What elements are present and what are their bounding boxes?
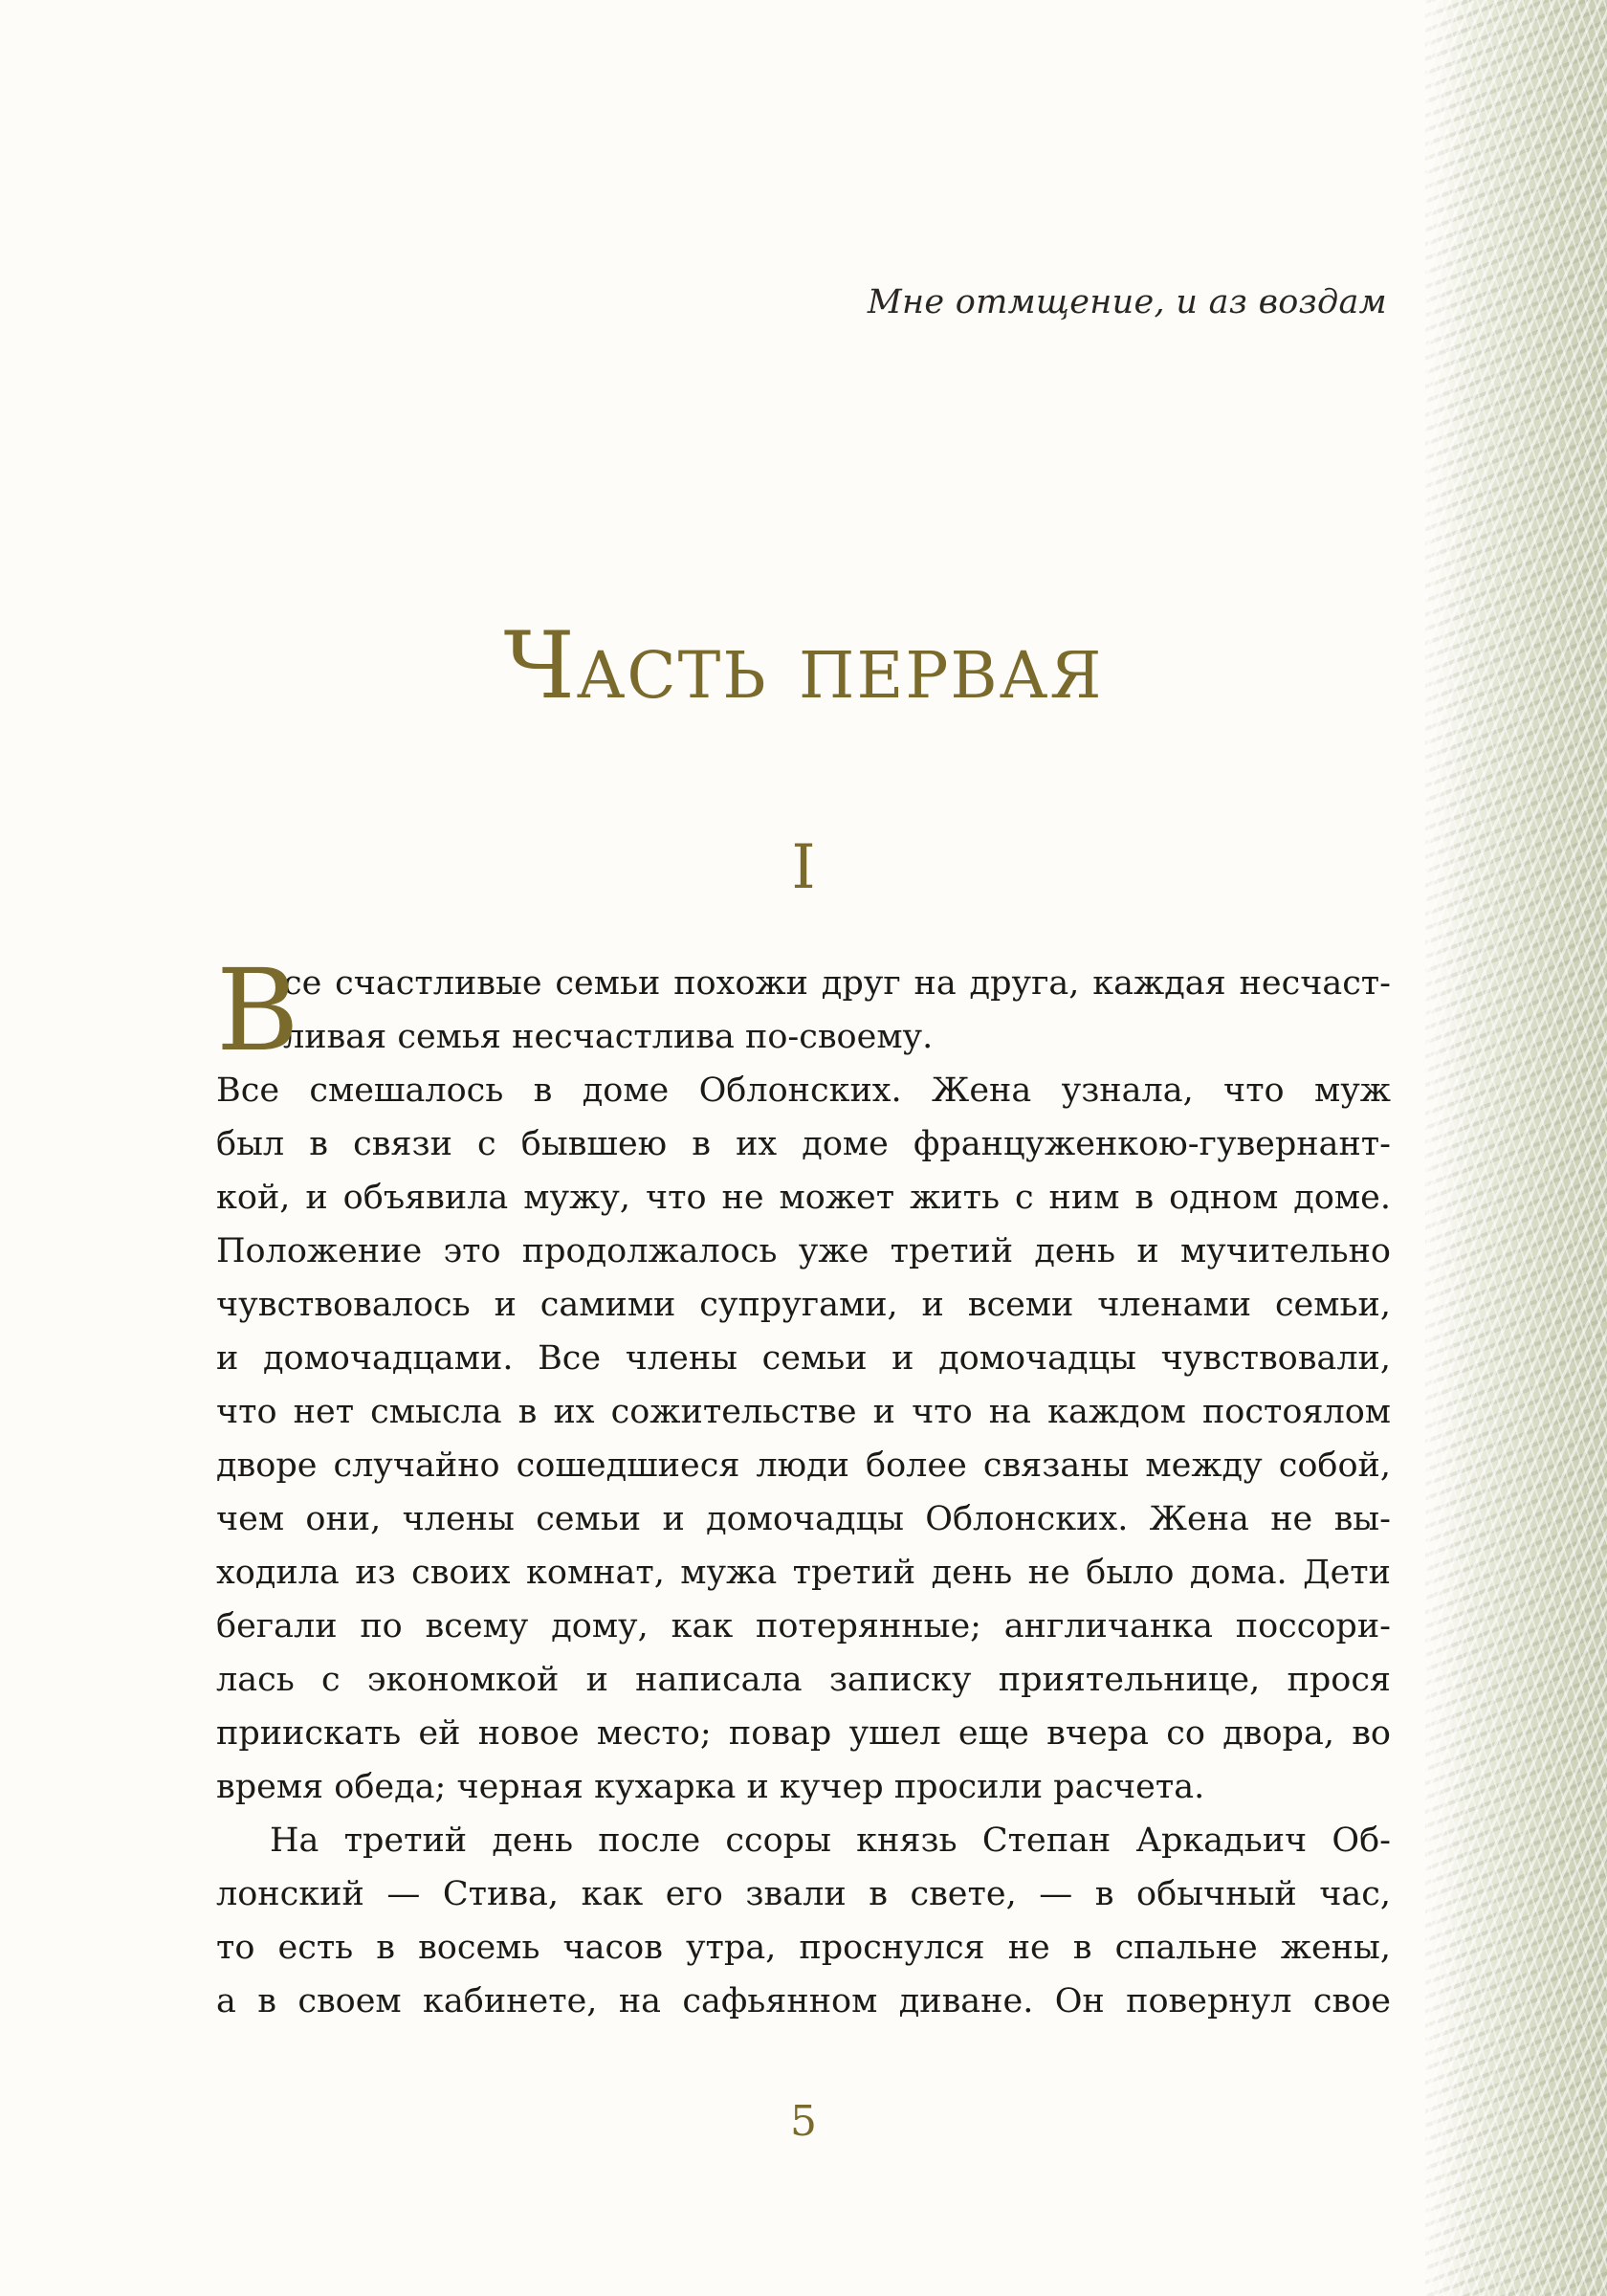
part-title: Часть первая <box>503 612 1104 719</box>
text-line: Все смешалось в доме Облонских. Жена узнала, что муж <box>216 1071 1391 1110</box>
drop-cap: В <box>216 944 299 1076</box>
body-text <box>216 944 1391 2028</box>
epigraph: Мне отмщение, и аз воздам <box>867 283 1387 321</box>
text-line: и домочадцами. Все члены семьи и домочадцы чувствовали, <box>216 1339 1391 1378</box>
text-line: чем они, члены семьи и домочадцы Облонских. Жена не вы- <box>216 1500 1391 1538</box>
text-line: ходила из своих комнат, мужа третий день не было дома. Дети <box>216 1554 1391 1592</box>
page-number: 5 <box>790 2097 817 2146</box>
text-line: был в связи с бывшею в их доме француженкою-гувернант- <box>216 1125 1391 1163</box>
text-line: На третий день после ссоры князь Степан Аркадьич Об- <box>270 1821 1391 1860</box>
text-line: кой, и объявила мужу, что не может жить с ним в одном доме. <box>216 1179 1391 1217</box>
text-line: ливая семья несчастлива по-своему. <box>283 1018 934 1056</box>
text-line: что нет смысла в их сожительстве и что на каждом постоялом <box>216 1393 1391 1431</box>
text-line: то есть в восемь часов утра, проснулся не в спальне жены, <box>216 1929 1391 1967</box>
text-line: а в своем кабинете, на сафьянном диване. Он повернул свое <box>216 1982 1391 2020</box>
text-line: чувствовалось и самими супругами, и всеми членами семьи, <box>216 1286 1391 1324</box>
text-line: се счастливые семьи похожи друг на друга, каждая несчаст- <box>283 964 1391 1003</box>
paragraph-3 <box>216 1814 1391 2028</box>
text-line: дворе случайно сошедшиеся люди более связаны между собой, <box>216 1446 1391 1485</box>
paragraph-2 <box>216 1064 1391 1814</box>
text-line: приискать ей новое место; повар ушел еще вчера со двора, во <box>216 1714 1391 1753</box>
text-line: бегали по всему дому, как потерянные; англичанка поссори- <box>216 1607 1391 1645</box>
text-line: время обеда; черная кухарка и кучер просили расчета. <box>216 1768 1205 1806</box>
page-edge-fade <box>1397 0 1464 2296</box>
chapter-number: I <box>791 832 816 903</box>
text-line: лонский — Стива, как его звали в свете, — в обычный час, <box>216 1875 1391 1913</box>
text-line: Положение это продолжалось уже третий день и мучительно <box>216 1232 1391 1270</box>
text-line: лась с экономкой и написала записку приятельнице, прося <box>216 1661 1391 1699</box>
paragraph-1 <box>216 944 1391 1076</box>
